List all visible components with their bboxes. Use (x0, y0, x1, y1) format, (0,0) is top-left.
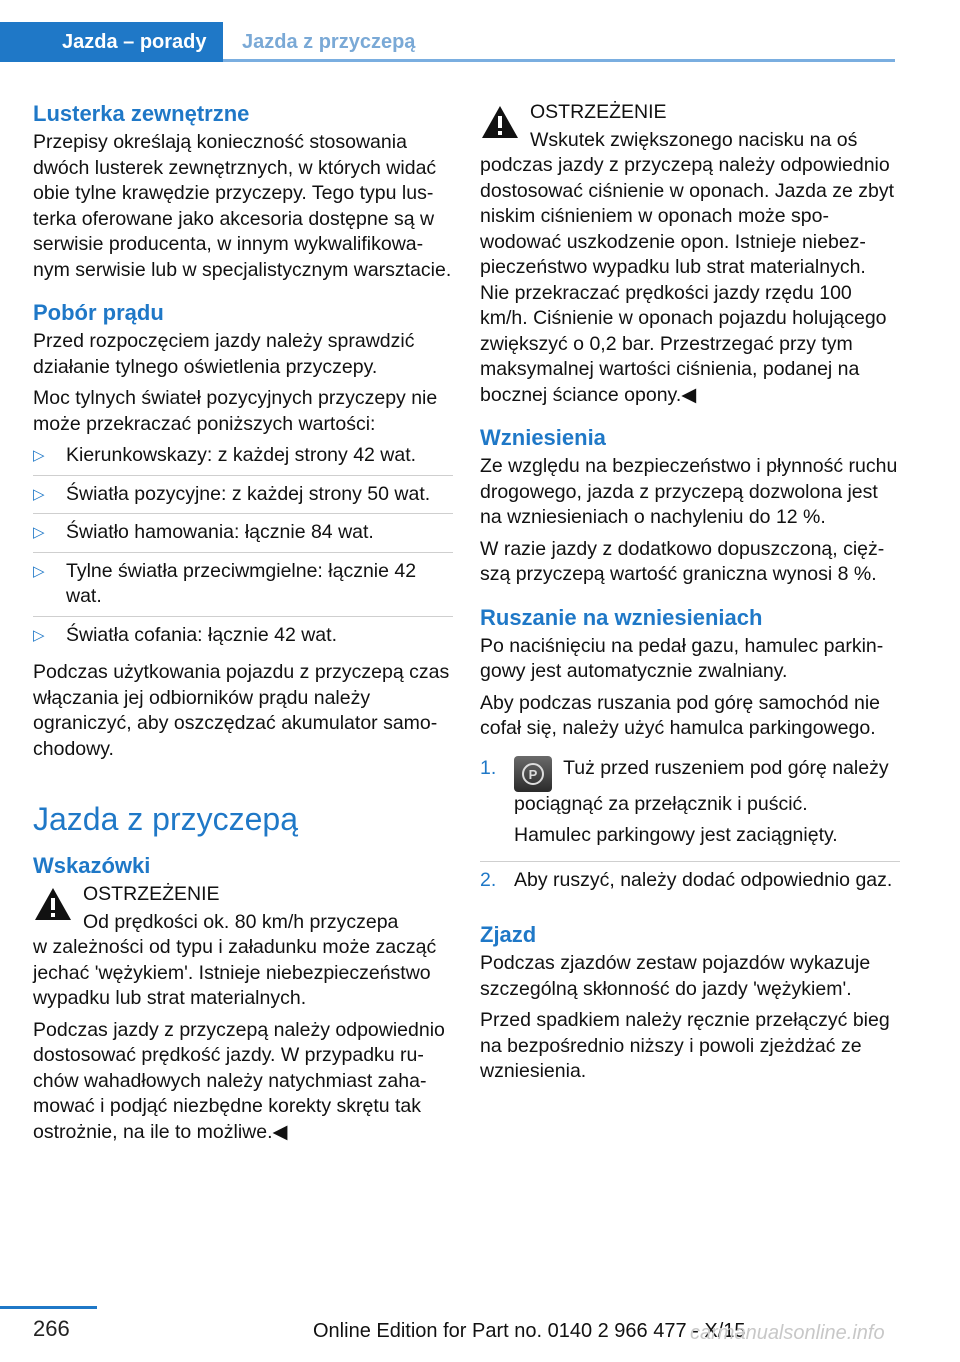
paragraph-ruszanie-2: Aby podczas ruszania pod górę samochód nie cofał się, należy użyć hamulca parkingowego. (480, 691, 880, 739)
warning-text: podczas jazdy z przyczepą należy odpowiednio dostosować ciśnienie w oponach. Jazda ze zbyt niskim ciśnieniem w oponach może spowodować uszkodzenie opon. Istnieje niebezpieczeństwo wypadku lub strat materialnych. Nie przekraczać prędkości jazdy rzędu 100 km/h. Ciśnienie w oponach pojazdu holującego zwiększyć o 0,2 bar. Przestrzegać przy tym maksymalnej wartości ciśnienia, podanej na bocznej ściance opony.◀ (480, 154, 895, 406)
chapter-tab[interactable]: Jazda – porady (0, 22, 223, 62)
heading-zjazd: Zjazd (480, 922, 537, 947)
step-number: 2. (480, 868, 497, 891)
list-item: ▷ Światła pozycyjne: z każdej strony 50 wat. (33, 482, 453, 515)
left-column (33, 100, 453, 1151)
list-item: ▷ Światło hamowania: łącznie 84 wat. (33, 520, 453, 553)
heading-pobor: Pobór prądu (33, 300, 164, 325)
heading-wzniesienia: Wzniesienia (480, 425, 606, 450)
step-text: Aby ruszyć, należy dodać odpowiednio gaz. (514, 868, 893, 891)
paragraph-pobor-3: Podczas użytkowania pojazdu z przyczepą czas włączania jej odbiorników prądu należy ograniczyć, aby oszczędzać akumulator samochodowy. (33, 661, 450, 760)
step-item (480, 756, 900, 862)
triangle-bullet-icon: ▷ (33, 626, 45, 644)
paragraph-wzniesienia-1: Ze względu na bezpieczeństwo i płynność ruchu drogowego, jazda z przyczepą dozwolona jest na wzniesieniach o nachyleniu do 12 %. (480, 455, 898, 528)
paragraph-pobor-2: Moc tylnych świateł pozycyjnych przyczepy nie może przekraczać poniższych wartości: (33, 387, 438, 435)
warning-block (33, 882, 453, 1012)
page-footer (0, 1300, 960, 1362)
paragraph-wzniesienia-2: W razie jazdy z dodatkowo dopuszczoną, cięższą przyczepą wartość graniczna wynosi 8 %. (480, 537, 885, 585)
paragraph-pobor-1: Przed rozpoczęciem jazdy należy sprawdzić działanie tylnego oświetlenia przyczepy. (33, 330, 415, 378)
svg-text:P: P (528, 766, 538, 782)
warning-label: OSTRZEŻENIE (83, 883, 220, 905)
warning-text-first: Wskutek zwiększonego nacisku na oś (530, 128, 858, 151)
lights-list (33, 443, 453, 654)
triangle-bullet-icon: ▷ (33, 524, 45, 541)
parking-brake-icon (514, 756, 552, 792)
watermark: carmanualsonline.info (690, 1322, 885, 1344)
list-item: ▷ Kierunkowskazy: z każdej strony 42 wat. (33, 443, 453, 476)
heading-ruszanie: Ruszanie na wzniesieniach (480, 604, 763, 630)
step-text: Tuż przed ruszeniem pod górę należy pociągnąć za przełącznik i puścić. (514, 756, 889, 815)
paragraph-zjazd-1: Podczas zjazdów zestaw pojazdów wykazuje szczególną skłonność do jazdy 'wężykiem'. (480, 952, 871, 1000)
warning-text-first: Od prędkości ok. 80 km/h przyczepa (83, 910, 399, 933)
chapter-title: Jazda z przyczepą (33, 801, 299, 837)
list-item: ▷ Tylne światła przeciwmgielne: łącznie 42 wat. (33, 559, 453, 617)
right-column (480, 100, 900, 1091)
paragraph-ruszanie-1: Po naciśnięciu na pedał gazu, hamulec parkingowy jest automatycznie zwalniany. (480, 634, 884, 682)
warning-block (480, 100, 900, 408)
triangle-bullet-icon: ▷ (33, 485, 45, 503)
page-number: 266 (33, 1316, 70, 1341)
steps-list (480, 756, 900, 906)
section-tab[interactable]: Jazda z przyczepą (242, 31, 416, 53)
paragraph-wskazowki: Podczas jazdy z przyczepą należy odpowiednio dostosować prędkość jazdy. W przypadku ruchów wahadłowych należy natychmiast zahamować i podjąć niezbędne korekty skrętu tak ostrożnie, na ile to możliwe.◀ (33, 1018, 445, 1143)
warning-triangle-icon (33, 886, 73, 922)
page-header (0, 0, 895, 62)
heading-wskazowki: Wskazówki (33, 853, 151, 878)
paragraph-zjazd-2: Przed spadkiem należy ręcznie przełączyć bieg na bezpośrednio niższy i powoli zjeżdżać ze wzniesienia. (480, 1009, 890, 1082)
header-rule (223, 59, 895, 62)
warning-label: OSTRZEŻENIE (530, 101, 667, 123)
triangle-bullet-icon: ▷ (33, 447, 45, 464)
warning-triangle-icon (480, 104, 520, 140)
step-item (480, 868, 900, 906)
triangle-bullet-icon: ▷ (33, 562, 45, 580)
heading-lusterka: Lusterka zewnętrzne (33, 101, 250, 126)
warning-text: w zależności od typu i załadunku może zacząć jechać 'wężykiem'. Istnieje niebezpieczeństwo wypadku lub strat materialnych. (33, 936, 437, 1009)
footer-rule (0, 1306, 97, 1309)
step-subtext: Hamulec parkingowy jest zaciągnięty. (514, 824, 838, 846)
step-number: 1. (480, 756, 497, 779)
list-item: ▷ Światła cofania: łącznie 42 wat. (33, 623, 453, 655)
paragraph-lusterka: Przepisy określają konieczność stosowania dwóch lusterek zewnętrznych, w których widać obie tylne krawędzie przyczepy. Tego typu lusterka oferowane jako akcesoria dostępne są w serwisie producenta, w innym wykwalifikowanym serwisie lub w specjalistycznym warsztacie. (33, 131, 452, 281)
edition-text: Online Edition for Part no. 0140 2 966 477 - X/15 (313, 1320, 746, 1342)
